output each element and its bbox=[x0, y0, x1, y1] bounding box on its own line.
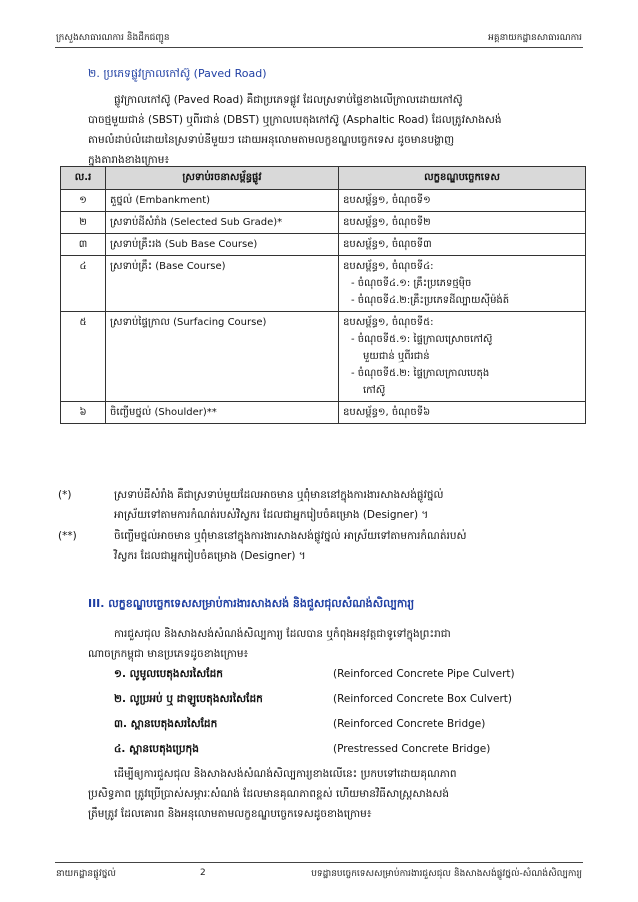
table-header-row bbox=[61, 167, 586, 190]
note-mark: (*) bbox=[58, 489, 72, 501]
footer-divider bbox=[55, 862, 583, 863]
note-line: អាស្រ័យទៅតាមការកំណត់របស់វិស្វករ ដែលជាអ្នករៀបចំគម្រោង (Designer) ។ bbox=[114, 509, 429, 521]
row-layer: ស្រទាប់គ្រឹះរង (Sub Base Course) bbox=[106, 234, 339, 256]
row-layer: តួថ្នល់ (Embankment) bbox=[106, 190, 339, 212]
structure-type-km: ២. លូប្រអប់ ឬ ដាឡូបេតុងសរសៃដែក bbox=[114, 693, 263, 705]
footer-document-title: បទដ្ឋានបច្ចេកទេសសម្រាប់ការងារជួសជុល និងសាងសង់ផ្លូវថ្នល់-សំណង់សិល្បការ្យ bbox=[311, 869, 582, 879]
note-line: វិស្វករ ដែលជាអ្នករៀបចំគម្រោង (Designer) ។ bbox=[114, 550, 306, 562]
row-spec bbox=[339, 256, 586, 312]
spec-line: - ចំណុចទី៥.២: ផ្ទៃក្រាលក្រាលបេតុង bbox=[351, 368, 490, 379]
section2-para-line: បាចថ្មមួយជាន់ (SBST) ឬពីរជាន់ (DBST) ឬក្រាលបេតុងកៅស៊ូ (Asphaltic Road) ដែលត្រូវសាងសង់ bbox=[88, 114, 502, 126]
road-layer-table bbox=[60, 166, 586, 424]
row-spec: ឧបសម្ព័ន្ធ១, ចំណុចទី៣ bbox=[339, 234, 586, 256]
row-no: ៣ bbox=[61, 234, 106, 256]
row-no: ២ bbox=[61, 212, 106, 234]
header-spec: លក្ខខណ្ឌបច្ចេកទេស bbox=[339, 167, 586, 190]
table-row bbox=[61, 256, 586, 312]
section3-para2-line: ប្រសិទ្ធភាព ត្រូវប្រើប្រាស់សម្ភារៈសំណង់ ដែលមានគុណភាពខ្ពស់ ហើយមានវិធីសាស្ត្រសាងសង់ bbox=[88, 788, 450, 800]
row-layer: ស្រទាប់គ្រឹះ (Base Course) bbox=[106, 256, 339, 312]
spec-line: - ចំណុចទី៤.១: គ្រឹះប្រភេទថ្មម៉ិច bbox=[351, 278, 472, 289]
row-spec: ឧបសម្ព័ន្ធ១, ចំណុចទី២ bbox=[339, 212, 586, 234]
row-no: ៦ bbox=[61, 402, 106, 424]
row-layer: ស្រទាប់ដីសំរាំង (Selected Sub Grade)* bbox=[106, 212, 339, 234]
table-row bbox=[61, 312, 586, 402]
header-department: អគ្គនាយកដ្ឋានសាធារណការ bbox=[488, 33, 582, 43]
section3-para-line: ណាចក្រកម្ពុជា មានប្រភេទដូចខាងក្រោម៖ bbox=[88, 648, 249, 660]
row-no: ៤ bbox=[61, 256, 106, 312]
spec-line: មួយជាន់ ឬពីរជាន់ bbox=[363, 351, 430, 362]
note-line: ស្រទាប់ដីសំរាំង គឺជាស្រទាប់មួយដែលអាចមាន ឬពុំមាននៅក្នុងការងារសាងសង់ផ្លូវថ្នល់ bbox=[114, 489, 444, 501]
note-line: ចិញ្ចើមថ្នល់អាចមាន ឬពុំមាននៅក្នុងការងារសាងសង់ផ្លូវថ្នល់ អាស្រ័យទៅតាមការកំណត់របស់ bbox=[114, 530, 467, 542]
structure-type-km: ៤. ស្ពានបេតុងប្រេកុង bbox=[114, 743, 199, 755]
header-divider bbox=[55, 47, 583, 48]
row-spec bbox=[339, 312, 586, 402]
structure-type-en: (Prestressed Concrete Bridge) bbox=[333, 743, 491, 755]
structure-type-en: (Reinforced Concrete Bridge) bbox=[333, 718, 486, 730]
row-no: ៥ bbox=[61, 312, 106, 402]
spec-line: ឧបសម្ព័ន្ធ១, ចំណុចទី៤: bbox=[343, 261, 434, 272]
row-layer: ស្រទាប់ផ្ទៃក្រាល (Surfacing Course) bbox=[106, 312, 339, 402]
section3-para-line: ការជួសជុល និងសាងសង់សំណង់សិល្បការ្យ ដែលបាន ឬកំពុងអនុវត្តជាទូទៅក្នុងព្រះរាជា bbox=[114, 628, 451, 640]
section2-title: ២. ប្រភេទផ្លូវក្រាលកៅស៊ូ (Paved Road) bbox=[88, 67, 267, 80]
row-spec: ឧបសម្ព័ន្ធ១, ចំណុចទី៦ bbox=[339, 402, 586, 424]
row-spec: ឧបសម្ព័ន្ធ១, ចំណុចទី១ bbox=[339, 190, 586, 212]
section3-para2-line: ត្រឹមត្រូវ ដែលគោរព និងអនុលោមតាមលក្ខខណ្ឌបច្ចេកទេសដូចខាងក្រោម៖ bbox=[88, 808, 372, 820]
section3-title: III. លក្ខខណ្ឌបច្ចេកទេសសម្រាប់ការងារសាងសង់ និងជួសជុលសំណង់សិល្បការ្យ bbox=[88, 597, 415, 610]
section2-para-line: ផ្លូវក្រាលកៅស៊ូ (Paved Road) គឺជាប្រភេទផ្លូវ ដែលស្រទាប់ផ្ទៃខាងលើក្រាលដោយកៅស៊ូ bbox=[114, 94, 463, 106]
spec-line: ឧបសម្ព័ន្ធ១, ចំណុចទី៥: bbox=[343, 317, 434, 328]
structure-type-km: ១. លូមូលបេតុងសរសៃដែក bbox=[114, 668, 223, 680]
header-ministry: ក្រសួងសាធារណការ និងដឹកជញ្ជូន bbox=[56, 33, 170, 43]
spec-line: - ចំណុចទី៥.១: ផ្ទៃក្រាលស្រោចកៅស៊ូ bbox=[351, 334, 493, 345]
section2-para-line: តាមលំដាប់លំដោយនៃស្រទាប់នីមួយៗ ដោយអនុលោមតាមលក្ខខណ្ឌបច្ចេកទេស ដូចមានបង្ហាញ bbox=[88, 134, 455, 146]
section3-para2-line: ដើម្បីឲ្យការជួសជុល និងសាងសង់សំណង់សិល្បការ្យខាងលើនេះ ប្រកបទៅដោយគុណភាព bbox=[114, 768, 457, 780]
table-row bbox=[61, 402, 586, 424]
page-number: 2 bbox=[200, 868, 206, 878]
table-row bbox=[61, 212, 586, 234]
structure-type-en: (Reinforced Concrete Box Culvert) bbox=[333, 693, 513, 705]
row-layer: ចិញ្ចើមថ្នល់ (Shoulder)** bbox=[106, 402, 339, 424]
note-mark: (**) bbox=[58, 530, 77, 542]
spec-line: - ចំណុចទី៤.២:គ្រឹះប្រភេទដីល្បាយស៊ីម៉ង់ត៍ bbox=[351, 295, 510, 306]
table-row bbox=[61, 190, 586, 212]
footer-department: នាយកដ្ឋានផ្លូវថ្នល់ bbox=[56, 869, 116, 879]
row-no: ១ bbox=[61, 190, 106, 212]
section2-para-line: ក្នុងតារាងខាងក្រោម៖ bbox=[88, 154, 170, 166]
header-layer: ស្រទាប់រចនាសម្ព័ន្ធផ្លូវ bbox=[106, 167, 339, 190]
structure-type-en: (Reinforced Concrete Pipe Culvert) bbox=[333, 668, 515, 680]
table-row bbox=[61, 234, 586, 256]
structure-type-km: ៣. ស្ពានបេតុងសរសៃដែក bbox=[114, 718, 218, 730]
spec-line: កៅស៊ូ bbox=[363, 385, 386, 396]
header-no: ល.រ bbox=[61, 167, 106, 190]
